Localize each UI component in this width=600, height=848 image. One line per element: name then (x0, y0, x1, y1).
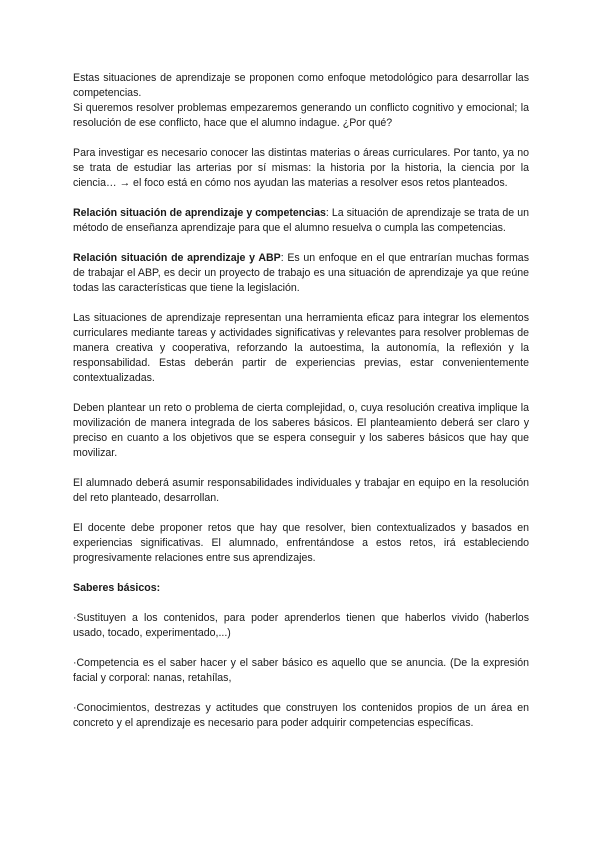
paragraph-herramienta: Las situaciones de aprendizaje representan una herramienta eficaz para integrar los elementos curriculares mediante tareas y actividades significativas y relevantes para resolver problemas de manera creativa y cooperativa, reforzando la autoestima, la autonomía, la reflexión y la responsabilidad. Estas deberán partir de experiencias previas, estar convenientemente contextualizadas. (73, 312, 529, 384)
abp-text: : Es un enfoque en el que entrarían muchas formas de trabajar el ABP, es decir un proyecto de trabajo es una situación de aprendizaje ya que reúne todas las características que tiene la legislación. (73, 252, 530, 294)
saberes-heading: Saberes básicos: (73, 582, 161, 594)
paragraph-abp (73, 251, 529, 296)
bullet-sustituyen: ·Sustituyen a los contenidos, para poder aprenderlos tienen que haberlos vivido (haberlos usado, tocado, experimentado,...) (73, 612, 529, 639)
competencias-text: : La situación de aprendizaje se trata de un método de enseñanza aprendizaje para que el alumno resuelva o cumpla las competencias. (73, 207, 529, 234)
paragraph-investigate: Para investigar es necesario conocer las distintas materias o áreas curriculares. Por tanto, ya no se trata de estudiar las arterias por sí mismas: la historia por la historia, la ciencia por la ciencia… → el foco está en cómo nos ayudan las materias a resolver esos retos planteados. (73, 147, 529, 189)
paragraph-reto: Deben plantear un reto o problema de cierta complejidad, o, cuya resolución creativa implique la movilización de manera integrada de los saberes básicos. El planteamiento deberá ser claro y preciso en cuanto a los objetivos que se espera conseguir y los saberes básicos que hay que movilizar. (73, 402, 529, 459)
paragraph-alumnado: El alumnado deberá asumir responsabilidades individuales y trabajar en equipo en la resolución del reto planteado, desarrollan. (73, 477, 529, 504)
bullet-competencia: ·Competencia es el saber hacer y el saber básico es aquello que se anuncia. (De la expresión facial y corporal: nanas, retahílas, (73, 657, 529, 684)
bullet-conocimientos: ·Conocimientos, destrezas y actitudes que construyen los contenidos propios de un área en concreto y el aprendizaje es necesario para poder adquirir competencias específicas. (73, 702, 529, 729)
abp-heading: Relación situación de aprendizaje y ABP (73, 252, 281, 264)
paragraph-intro-b: Si queremos resolver problemas empezaremos generando un conflicto cognitivo y emocional; la resolución de ese conflicto, hace que el alumno indague. ¿Por qué? (73, 102, 529, 129)
paragraph-docente: El docente debe proponer retos que hay que resolver, bien contextualizados y basados en experiencias significativas. El alumnado, enfrentándose a estos retos, irá estableciendo progresivamente relaciones entre sus aprendizajes. (73, 522, 529, 564)
paragraph-intro-a: Estas situaciones de aprendizaje se proponen como enfoque metodológico para desarrollar las competencias. (73, 72, 529, 99)
competencias-heading: Relación situación de aprendizaje y competencias (73, 207, 326, 219)
paragraph-competencias (73, 206, 529, 236)
